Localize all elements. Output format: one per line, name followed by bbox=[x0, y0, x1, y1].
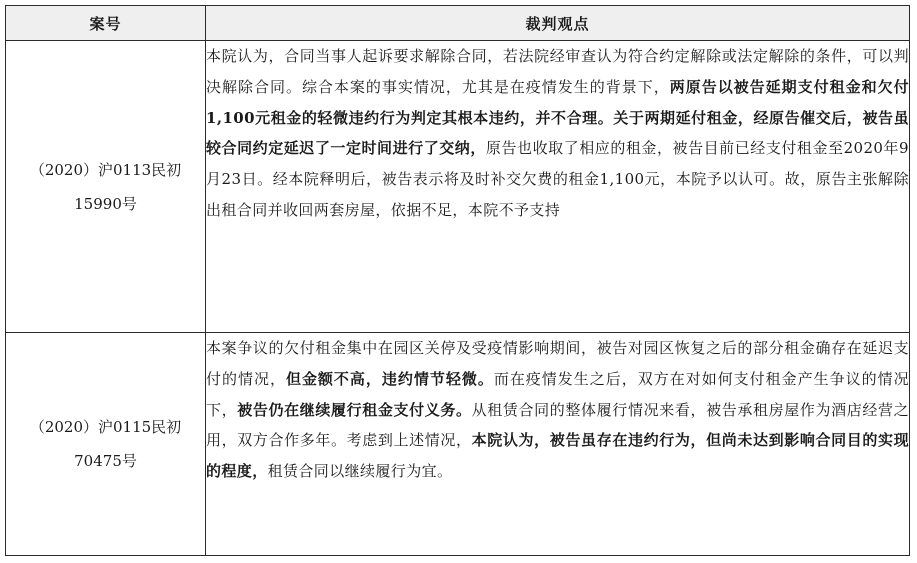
opinion-text: 本院认为，合同当事人起诉要求解除合同，若法院经审查认为符合约定解除或法定解除的条件，可以判决解除合同。综合本案的事实情况，尤其是在疫情发生的背景下， bbox=[206, 47, 909, 96]
judgment-table bbox=[5, 5, 910, 556]
opinion-text: 本案争议的欠付租金集中在园区关停及受疫情影响期间，被告对园区恢复之后的部分租金确存在延迟支付的情况， bbox=[206, 339, 909, 388]
case-number-line: 15990号 bbox=[74, 194, 137, 213]
case-number-line: 70475号 bbox=[74, 452, 137, 470]
opinion-cell bbox=[206, 333, 910, 556]
case-number-cell bbox=[6, 333, 206, 556]
opinion-text-bold: 被告仍在继续履行租金支付义务。 bbox=[237, 400, 472, 419]
table-row bbox=[6, 41, 910, 333]
opinion-text-bold: 本院认为，被告虽存在违约行为，但尚未达到影响合同目的实现的程度， bbox=[206, 431, 910, 481]
opinion-cell bbox=[206, 41, 910, 333]
table-header-row bbox=[6, 6, 910, 41]
case-number-line: （2020）沪0115民初 bbox=[29, 418, 182, 436]
case-number-cell bbox=[6, 41, 206, 333]
opinion-text-bold: 两原告以被告延期支付租金和欠付1,100元租金的轻微违约行为判定其根本违约，并不合理。关于两期延付租金，经原告催交后，被告虽较合同约定延迟了一定时间进行了交纳， bbox=[206, 77, 909, 158]
table-row bbox=[6, 333, 910, 556]
opinion-text: 原告也收取了相应的租金，被告目前已经支付租金至2020年9月23日。经本院释明后，被告表示将及时补交欠费的租金1,100元，本院予以认可。故，原告主张解除出租合同并收回两套房屋，依据不足，本院不予支持 bbox=[206, 139, 910, 219]
opinion-text: 而在疫情发生之后，双方在对如何支付租金产生争议的情况下， bbox=[206, 369, 909, 419]
header-case-no: 案号 bbox=[6, 6, 206, 41]
case-number-line: （2020）沪0113民初 bbox=[29, 160, 182, 179]
opinion-text: 租赁合同以继续履行为宜。 bbox=[267, 462, 453, 481]
opinion-text: 从租赁合同的整体履行情况来看，被告承租房屋作为酒店经营之用，双方合作多年。考虑到上述情况， bbox=[206, 400, 909, 450]
opinion-text-bold: 但金额不高，违约情节轻微。 bbox=[285, 369, 494, 388]
header-opinion: 裁判观点 bbox=[206, 6, 910, 41]
